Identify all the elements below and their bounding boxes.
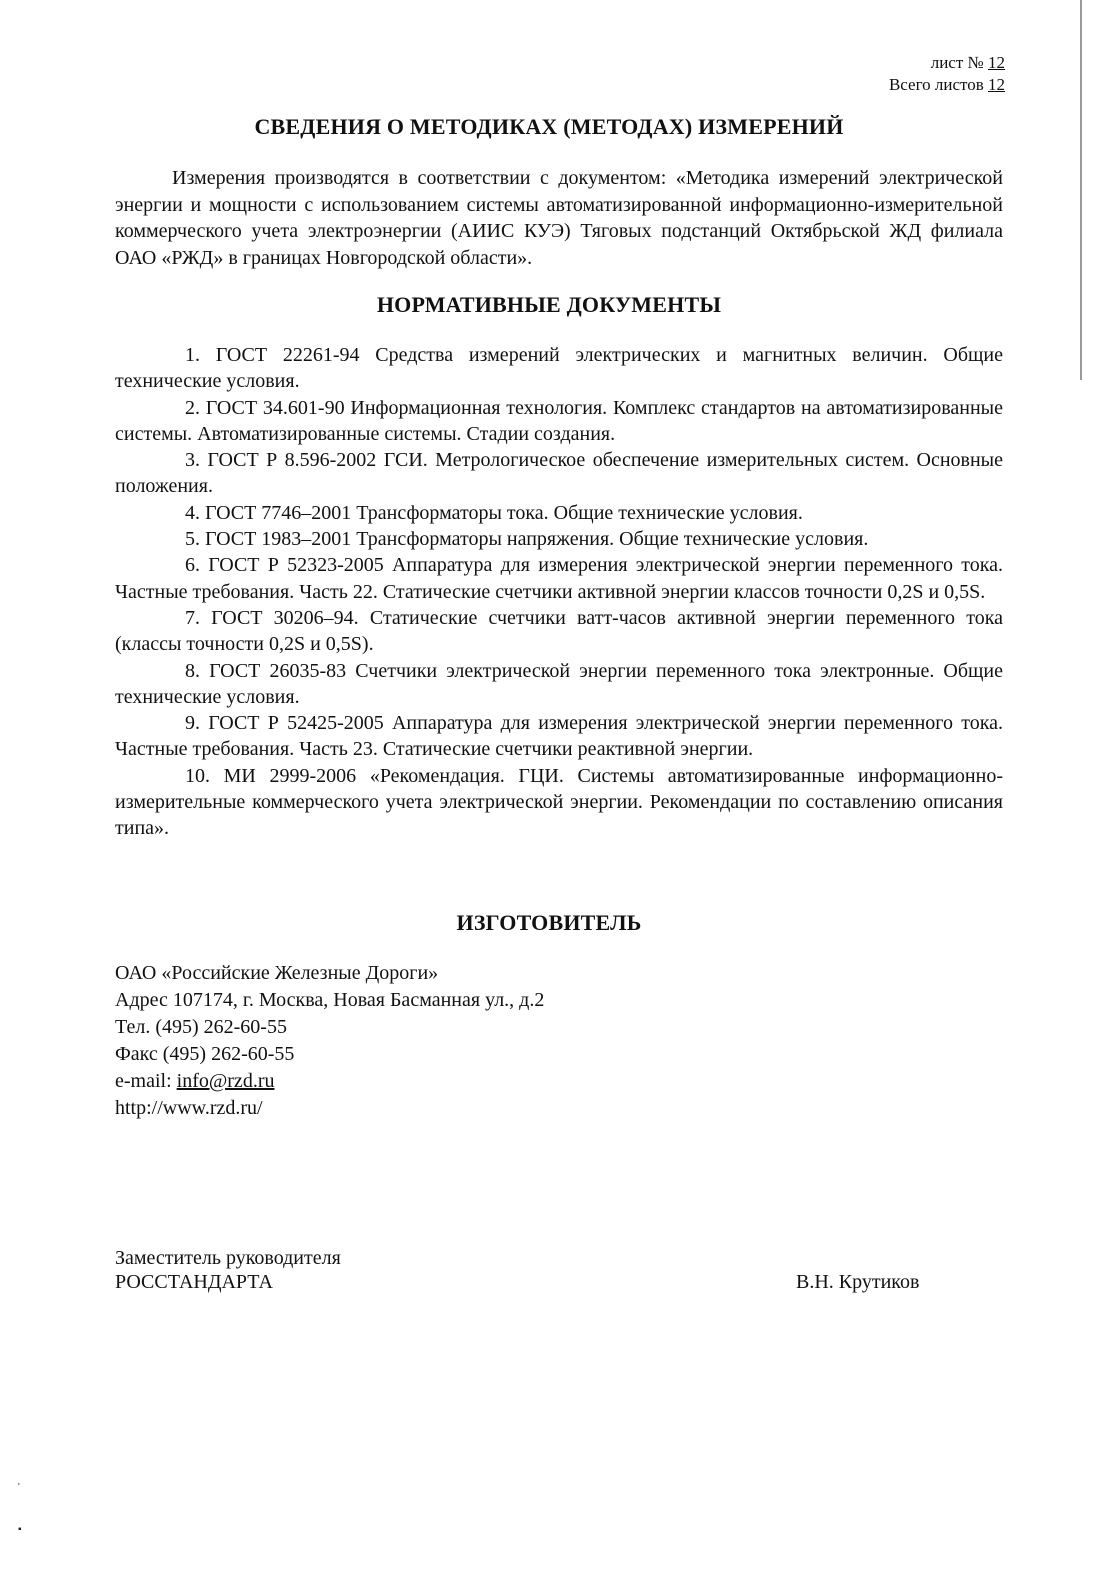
- sheet-label: лист №: [930, 53, 984, 72]
- manufacturer-block: [115, 960, 544, 1122]
- norm-item: 7. ГОСТ 30206–94. Статические счетчики ватт-часов активной энергии переменного тока (классы точности 0,2S и 0,5S).: [115, 606, 1003, 656]
- norm-item: 10. МИ 2999-2006 «Рекомендация. ГЦИ. Системы автоматизированные информационно-измерительные коммерческого учета электрической энергии. Рекомендации по составлению описания типа».: [115, 764, 1003, 840]
- scan-edge-line: [1080, 0, 1082, 380]
- sheet-info: [889, 52, 1005, 96]
- norms-list: [115, 342, 1003, 842]
- signer-position: [115, 1246, 341, 1294]
- manufacturer-name: ОАО «Российские Железные Дороги»: [115, 962, 439, 984]
- sheet-total-line: [889, 74, 1005, 96]
- email-link[interactable]: info@rzd.ru: [176, 1070, 275, 1092]
- scan-speck: ▪: [18, 1524, 22, 1535]
- sheet-number-line: [889, 52, 1005, 74]
- norm-item: 3. ГОСТ Р 8.596-2002 ГСИ. Метрологическое обеспечение измерительных систем. Основные положения.: [115, 449, 1003, 498]
- norm-item: 6. ГОСТ Р 52323-2005 Аппаратура для измерения электрической энергии переменного тока. Частные требования. Часть 22. Статические счетчики активной энергии классов точности 0,2S и 0,5S.: [115, 554, 1003, 603]
- manufacturer-title: ИЗГОТОВИТЕЛЬ: [456, 910, 642, 935]
- norms-title: НОРМАТИВНЫЕ ДОКУМЕНТЫ: [376, 292, 722, 317]
- manufacturer-email-line: [115, 1068, 544, 1095]
- scan-speck: ': [18, 1482, 20, 1493]
- norm-item: 8. ГОСТ 26035-83 Счетчики электрической энергии переменного тока электронные. Общие технические условия.: [115, 659, 1003, 708]
- sheet-total: 12: [988, 75, 1005, 94]
- email-label: e-mail:: [115, 1070, 172, 1092]
- methods-title: СВЕДЕНИЯ О МЕТОДИКАХ (МЕТОДАХ) ИЗМЕРЕНИЙ: [254, 114, 844, 139]
- norm-item: 5. ГОСТ 1983–2001 Трансформаторы напряжения. Общие технические условия.: [185, 528, 869, 551]
- signer-position-line1: Заместитель руководителя: [115, 1247, 341, 1269]
- manufacturer-address: Адрес 107174, г. Москва, Новая Басманная ул., д.2: [115, 989, 545, 1011]
- norm-item: 1. ГОСТ 22261-94 Средства измерений электрических и магнитных величин. Общие технические условия.: [115, 344, 1003, 393]
- methods-text: Измерения производятся в соответствии с документом: «Методика измерений электрической энергии и мощности с использованием системы автоматизированной информационно-измерительной коммерческого учета электроэнергии (АИИС КУЭ) Тяговых подстанций Октябрьской ЖД филиала ОАО «РЖД» в границах Новгородской области».: [115, 167, 1003, 269]
- signer-position-line2: РОССТАНДАРТА: [115, 1271, 273, 1293]
- norm-item: 9. ГОСТ Р 52425-2005 Аппаратура для измерения электрической энергии переменного тока. Частные требования. Часть 23. Статические счетчики реактивной энергии.: [115, 712, 1003, 761]
- manufacturer-fax: Факс (495) 262-60-55: [115, 1043, 295, 1065]
- signer-name: В.Н. Крутиков: [796, 1271, 920, 1293]
- sheet-number: 12: [988, 53, 1005, 72]
- norm-item: 4. ГОСТ 7746–2001 Трансформаторы тока. Общие технические условия.: [185, 501, 803, 524]
- norm-item: 2. ГОСТ 34.601-90 Информационная технология. Комплекс стандартов на автоматизированные системы. Автоматизированные системы. Стадии создания.: [115, 396, 1003, 445]
- manufacturer-phone: Тел. (495) 262-60-55: [115, 1016, 287, 1038]
- sheet-total-label: Всего листов: [888, 75, 984, 94]
- manufacturer-website: http://www.rzd.ru/: [115, 1097, 263, 1119]
